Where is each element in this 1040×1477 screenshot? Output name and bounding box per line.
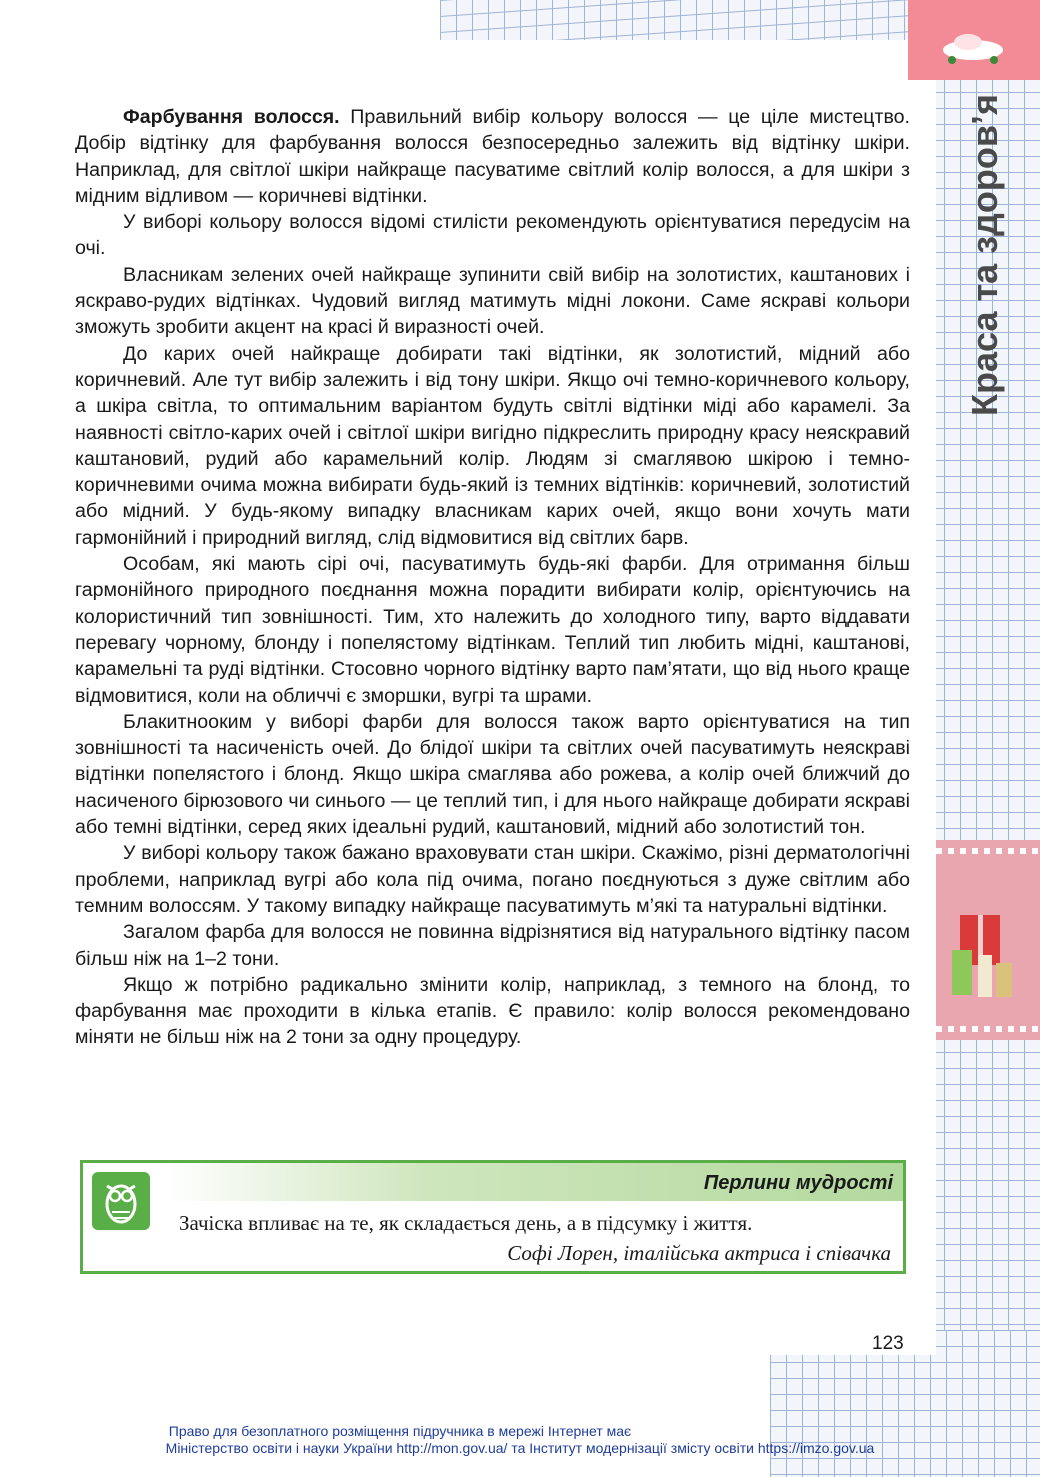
lace-border-top <box>936 848 1040 854</box>
main-text <box>75 104 910 1051</box>
paragraph <box>75 709 910 840</box>
paragraph <box>75 919 910 972</box>
shoe-icon <box>938 28 1008 68</box>
footer-line: Міністерство освіти і науки України http://mon.gov.ua/ та Інститут модернізації змісту освіти https://imzo.gov.ua <box>165 1440 875 1456</box>
owl-icon <box>92 1172 150 1230</box>
quote-text: Зачіска впливає на те, як складається день, а в підсумку і життя. <box>179 1211 753 1235</box>
paragraph <box>75 972 910 1051</box>
paragraph-text: Особам, які мають сірі очі, пасуватимуть будь-які фарби. Для отримання більш гармонійного природного поєднання можна порадити вибирати колір, орієнтуючись на колористичний тип зовнішності. Тим, хто належить до холодного типу, варто віддавати перевагу чорному, блонду і попелястому відтінкам. Теплий тип любить мідні, каштанові, карамельні та руді відтінки. Стосовно чорного відтінку варто пам’ятати, що від нього краще відмовитися, коли на обличчі є зморшки, вугрі та шрами. <box>75 553 910 707</box>
paragraph-lead: Фарбування волосся. <box>123 106 340 128</box>
paragraph <box>75 341 910 551</box>
paragraph-text: У виборі кольору також бажано враховувати стан шкіри. Скажімо, різні дерматологічні проблеми, наприклад вугрі або кола під очима, погано поєднуються з дуже світлим або темним волоссям. У такому випадку найкраще пасуватимуть м’які та натуральні відтінки. <box>75 842 910 917</box>
paragraph <box>75 262 910 341</box>
page-number: 123 <box>872 1333 904 1354</box>
paragraph-text: У виборі кольору волосся відомі стилісти рекомендують орієнтуватися передусім на очі. <box>75 211 910 260</box>
quote-heading: Перлини мудрості <box>167 1163 903 1201</box>
section-title-text: Краса та здоров’я <box>964 94 1006 416</box>
lace-border-bottom <box>936 1026 1040 1032</box>
paragraph-text: Блакитнооким у виборі фарби для волосся також варто орієнтуватися на тип зовнішності та насиченість очей. До блідої шкіри та світлих очей пасуватимуть неяскраві відтінки попелястого і блонд. Якщо шкіра смаглява або рожева, а колір очей ближчий до насиченого бірюзового чи синього — це теплий тип, і для нього найкраще добирати яскраві або темні відтінки, серед яких ідеальні рудий, каштановий, мідний або золотистий тон. <box>75 710 910 839</box>
gift-cosmetics-icon <box>950 895 1020 1005</box>
quote-author: Софі Лорен, італійська актриса і співачка <box>507 1241 891 1265</box>
paragraph-text: Правильний вибір кольору волосся — це ціле мистецтво. Добір відтінку для фарбування волосся безпосередньо залежить від відтінку шкіри. Наприклад, для світлої шкіри найкраще пасуватиме світлий колір волосся, а для шкіри з мідним відливом — коричневі відтінки. <box>75 106 910 207</box>
footer-line: Право для безоплатного розміщення підручника в мережі Інтернет має <box>168 1423 632 1439</box>
paragraph <box>75 209 910 262</box>
paragraph-text: Власникам зелених очей найкраще зупинити свій вибір на золотистих, каштанових і яскраво-рудих відтінках. Чудовий вигляд матимуть мідні локони. Саме яскраві кольори зможуть зробити акцент на красі й виразності очей. <box>75 263 910 339</box>
paragraph <box>75 104 910 209</box>
footer-notice <box>0 1423 1040 1457</box>
paragraph-text: Загалом фарба для волосся не повинна відрізнятися від натурального відтінку пасом більш ніж на 1–2 тони. <box>75 921 910 970</box>
wisdom-quote-box <box>80 1160 906 1274</box>
paragraph <box>75 840 910 919</box>
paragraph-text: Якщо ж потрібно радикально змінити колір, наприклад, з темного на блонд, то фарбування має проходити в кілька етапів. Є правило: колір волосся рекомендовано міняти не більш ніж на 2 тони за одну процедуру. <box>75 973 910 1049</box>
paragraph <box>75 551 910 709</box>
section-corner-tab <box>908 0 1040 80</box>
paragraph-text: До карих очей найкраще добирати такі відтінки, як золотистий, мідний або коричневий. Але тут вибір залежить і від тону шкіри. Якщо очі темно-коричневого кольору, а шкіра світла, то оптимальним варіантом будуть світлі відтінки міді або карамелі. За наявності світло-карих очей і світлої шкіри вигідно підкреслить природну красу неяскравий каштановий, рудий або карамельний колір. Людям зі смаглявою шкірою і темно-коричневими очима можна вибирати будь-який із темних відтінків: коричневий, золотистий або мідний. У будь-якому випадку власникам карих очей, якщо вони хочуть мати гармонійний і природний вигляд, слід відмовитися від світлих барв. <box>75 342 910 549</box>
section-title-vertical <box>955 90 1015 420</box>
